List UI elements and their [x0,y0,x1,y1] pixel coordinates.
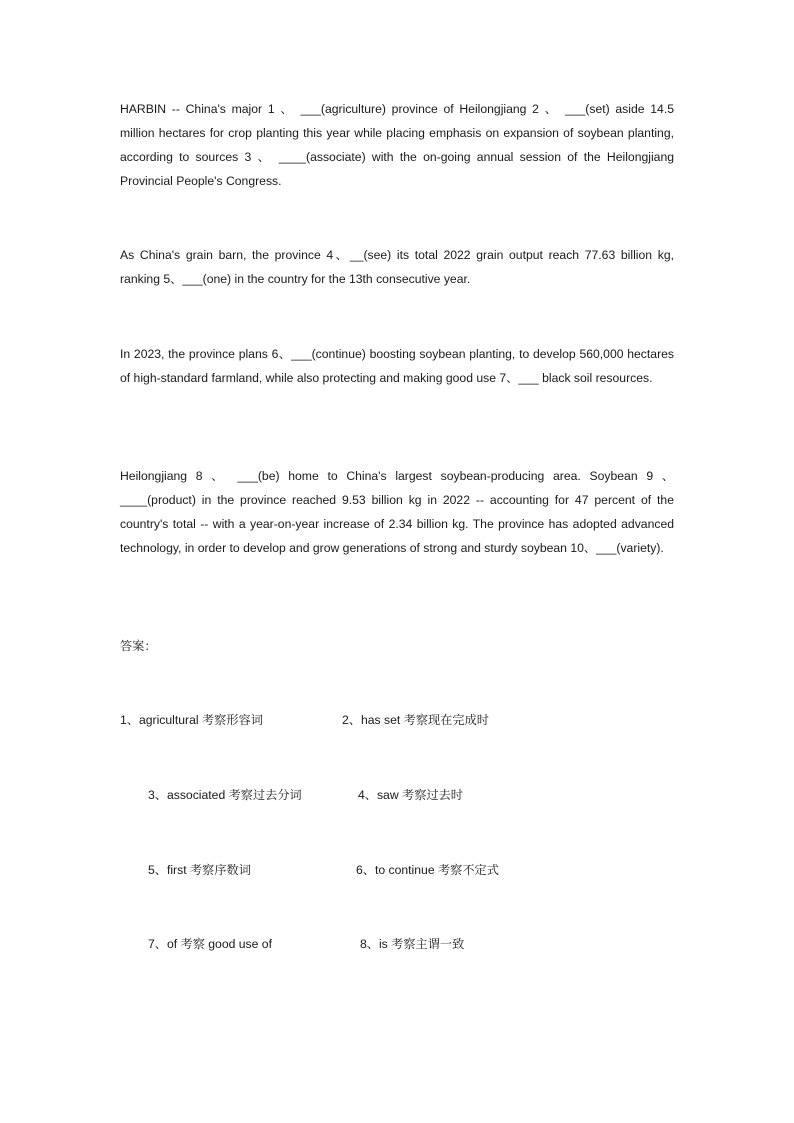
passage-paragraph-1: HARBIN -- China's major 1 、 ___(agriculture) province of Heilongjiang 2 、 ___(set) aside 14.5 million hectares for crop planting this year while placing emphasis on expansion of soybean planting, according to sources 3 、 ____(associate) with the on-going annual session of the Heilongjiang Provincial People's Congress. [120,102,674,188]
passage-paragraph-2: As China's grain barn, the province 4、__(see) its total 2022 grain output reach 77.63 billion kg, ranking 5、___(one) in the country for the 13th consecutive year. [120,248,674,286]
passage-paragraph-3: In 2023, the province plans 6、___(continue) boosting soybean planting, to develop 560,000 hectares of high-standard farmland, while also protecting and making good use 7、___ black soil resources. [120,347,674,385]
answer-item-2: 2、has set 考察现在完成时 [342,713,489,727]
answer-item-4: 4、saw 考察过去时 [358,788,463,802]
answers-heading: 答案： [120,639,157,653]
passage-paragraph-4: Heilongjiang 8 、 ___(be) home to China's largest soybean-producing area. Soybean 9 、 ____(product) in the province reached 9.53 billion kg in 2022 -- accounting for 47 percent of the country's total -- with a year-on-year increase of 2.34 billion kg. The province has adopted advanced technology, in order to develop and grow generations of strong and sturdy soybean 10、___(variety). [120,469,674,555]
answer-item-7: 7、of 考察 good use of [148,937,272,951]
answer-item-6: 6、to continue 考察不定式 [356,863,499,877]
answer-item-5: 5、first 考察序数词 [148,863,251,877]
answer-item-8: 8、is 考察主谓一致 [360,937,465,951]
answer-item-1: 1、agricultural 考察形容词 [120,713,263,727]
answer-item-3: 3、associated 考察过去分词 [148,788,302,802]
